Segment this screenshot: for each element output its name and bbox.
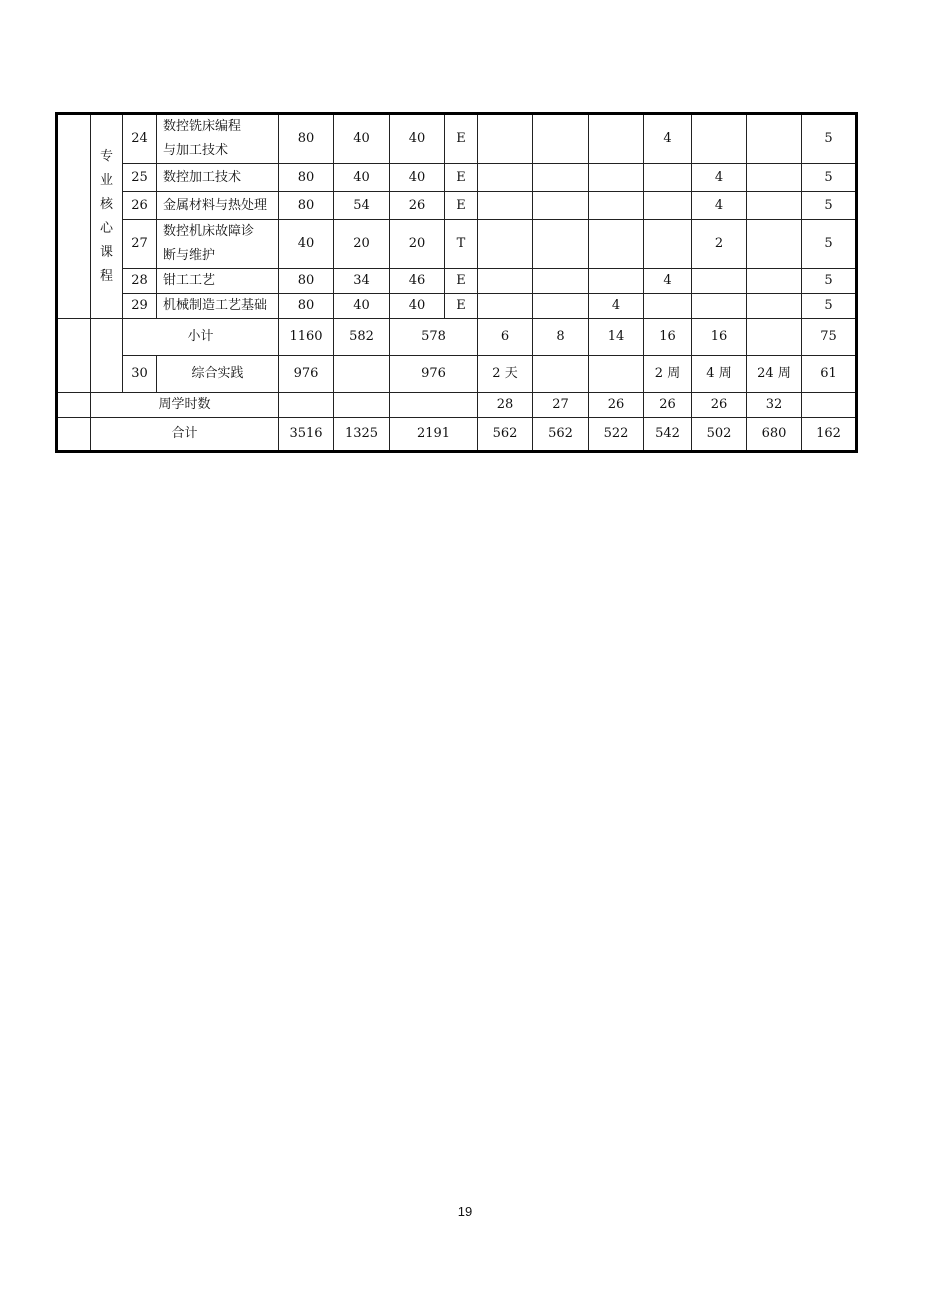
semester-1: 2 天 — [478, 356, 533, 393]
semester-4: 26 — [644, 393, 692, 418]
semester-2 — [533, 192, 589, 220]
total-hours: 80 — [279, 192, 334, 220]
semester-1 — [478, 269, 533, 294]
assessment-type: E — [445, 114, 478, 164]
credits: 5 — [802, 164, 857, 192]
table-row — [57, 294, 857, 319]
semester-3 — [589, 192, 644, 220]
semester-1 — [478, 114, 533, 164]
assessment-type: T — [445, 220, 478, 269]
semester-4 — [644, 164, 692, 192]
assessment-type: E — [445, 192, 478, 220]
credits: 5 — [802, 220, 857, 269]
semester-3 — [589, 164, 644, 192]
curriculum-table — [55, 112, 858, 453]
theory-hours: 1325 — [334, 418, 390, 452]
semester-4: 542 — [644, 418, 692, 452]
semester-3: 14 — [589, 319, 644, 356]
semester-4 — [644, 294, 692, 319]
total-hours: 80 — [279, 294, 334, 319]
semester-2 — [533, 164, 589, 192]
table-row — [57, 269, 857, 294]
practice-hours: 40 — [390, 114, 445, 164]
course-name: 金属材料与热处理 — [157, 192, 279, 220]
weekly-hours-row — [57, 393, 857, 418]
theory-hours: 582 — [334, 319, 390, 356]
weekly-hours-label: 周学时数 — [91, 393, 279, 418]
semester-4: 4 — [644, 269, 692, 294]
theory-hours: 54 — [334, 192, 390, 220]
semester-5 — [692, 269, 747, 294]
semester-2: 8 — [533, 319, 589, 356]
semester-2 — [533, 356, 589, 393]
semester-6 — [747, 164, 802, 192]
theory-hours: 40 — [334, 294, 390, 319]
subtotal-label: 小计 — [123, 319, 279, 356]
practice-hours: 40 — [390, 164, 445, 192]
assessment-type: E — [445, 164, 478, 192]
theory-hours: 34 — [334, 269, 390, 294]
semester-1 — [478, 164, 533, 192]
semester-4: 16 — [644, 319, 692, 356]
table-row — [57, 192, 857, 220]
semester-4: 2 周 — [644, 356, 692, 393]
subtotal-row — [57, 319, 857, 356]
course-number: 30 — [123, 356, 157, 393]
semester-3: 4 — [589, 294, 644, 319]
practice-hours: 976 — [390, 356, 478, 393]
semester-5: 16 — [692, 319, 747, 356]
semester-3 — [589, 220, 644, 269]
semester-6 — [747, 294, 802, 319]
semester-3 — [589, 356, 644, 393]
practice-hours: 26 — [390, 192, 445, 220]
course-number: 28 — [123, 269, 157, 294]
semester-1 — [478, 192, 533, 220]
semester-6 — [747, 319, 802, 356]
semester-6 — [747, 269, 802, 294]
total-hours: 976 — [279, 356, 334, 393]
group-cell — [91, 319, 123, 393]
credits: 75 — [802, 319, 857, 356]
semester-1: 562 — [478, 418, 533, 452]
semester-5: 2 — [692, 220, 747, 269]
semester-6 — [747, 192, 802, 220]
semester-6: 24 周 — [747, 356, 802, 393]
practice-hours: 20 — [390, 220, 445, 269]
semester-5 — [692, 294, 747, 319]
group-cell — [57, 393, 91, 418]
semester-6 — [747, 114, 802, 164]
semester-2 — [533, 294, 589, 319]
theory-hours: 20 — [334, 220, 390, 269]
semester-3 — [589, 269, 644, 294]
semester-3: 522 — [589, 418, 644, 452]
semester-1: 6 — [478, 319, 533, 356]
table-row — [57, 220, 857, 269]
category-label: 专业核心课程 — [91, 114, 123, 319]
semester-1 — [478, 220, 533, 269]
semester-4 — [644, 220, 692, 269]
table-row — [57, 114, 857, 164]
practice-row — [57, 356, 857, 393]
total-hours: 80 — [279, 114, 334, 164]
course-name: 数控铣床编程 与加工技术 — [157, 114, 279, 164]
course-number: 29 — [123, 294, 157, 319]
practice-hours: 40 — [390, 294, 445, 319]
course-name: 钳工工艺 — [157, 269, 279, 294]
semester-2 — [533, 220, 589, 269]
semester-6: 680 — [747, 418, 802, 452]
assessment-type: E — [445, 269, 478, 294]
assessment-type: E — [445, 294, 478, 319]
group-cell — [57, 319, 91, 393]
course-name: 综合实践 — [157, 356, 279, 393]
semester-1 — [478, 294, 533, 319]
semester-5 — [692, 114, 747, 164]
theory-hours — [334, 393, 390, 418]
total-hours: 3516 — [279, 418, 334, 452]
semester-4: 4 — [644, 114, 692, 164]
credits: 5 — [802, 269, 857, 294]
semester-6 — [747, 220, 802, 269]
theory-hours: 40 — [334, 164, 390, 192]
credits: 5 — [802, 294, 857, 319]
semester-2: 27 — [533, 393, 589, 418]
semester-5: 4 周 — [692, 356, 747, 393]
semester-6: 32 — [747, 393, 802, 418]
practice-hours: 578 — [390, 319, 478, 356]
credits: 5 — [802, 192, 857, 220]
page-number: 19 — [457, 1204, 473, 1219]
semester-1: 28 — [478, 393, 533, 418]
total-hours: 40 — [279, 220, 334, 269]
semester-5: 4 — [692, 192, 747, 220]
course-number: 26 — [123, 192, 157, 220]
credits: 61 — [802, 356, 857, 393]
semester-3: 26 — [589, 393, 644, 418]
semester-5: 26 — [692, 393, 747, 418]
total-row — [57, 418, 857, 452]
semester-5: 4 — [692, 164, 747, 192]
semester-2: 562 — [533, 418, 589, 452]
semester-5: 502 — [692, 418, 747, 452]
semester-2 — [533, 269, 589, 294]
group-cell — [57, 418, 91, 452]
course-name: 数控机床故障诊 断与维护 — [157, 220, 279, 269]
total-hours: 80 — [279, 164, 334, 192]
practice-hours: 46 — [390, 269, 445, 294]
course-number: 27 — [123, 220, 157, 269]
group-cell — [57, 114, 91, 319]
total-hours: 80 — [279, 269, 334, 294]
credits — [802, 393, 857, 418]
practice-hours: 2191 — [390, 418, 478, 452]
course-number: 24 — [123, 114, 157, 164]
course-name: 机械制造工艺基础 — [157, 294, 279, 319]
semester-4 — [644, 192, 692, 220]
semester-3 — [589, 114, 644, 164]
total-label: 合计 — [91, 418, 279, 452]
theory-hours — [334, 356, 390, 393]
course-number: 25 — [123, 164, 157, 192]
credits: 5 — [802, 114, 857, 164]
total-hours — [279, 393, 334, 418]
course-name: 数控加工技术 — [157, 164, 279, 192]
semester-2 — [533, 114, 589, 164]
practice-hours — [390, 393, 478, 418]
table-row — [57, 164, 857, 192]
total-hours: 1160 — [279, 319, 334, 356]
theory-hours: 40 — [334, 114, 390, 164]
credits: 162 — [802, 418, 857, 452]
